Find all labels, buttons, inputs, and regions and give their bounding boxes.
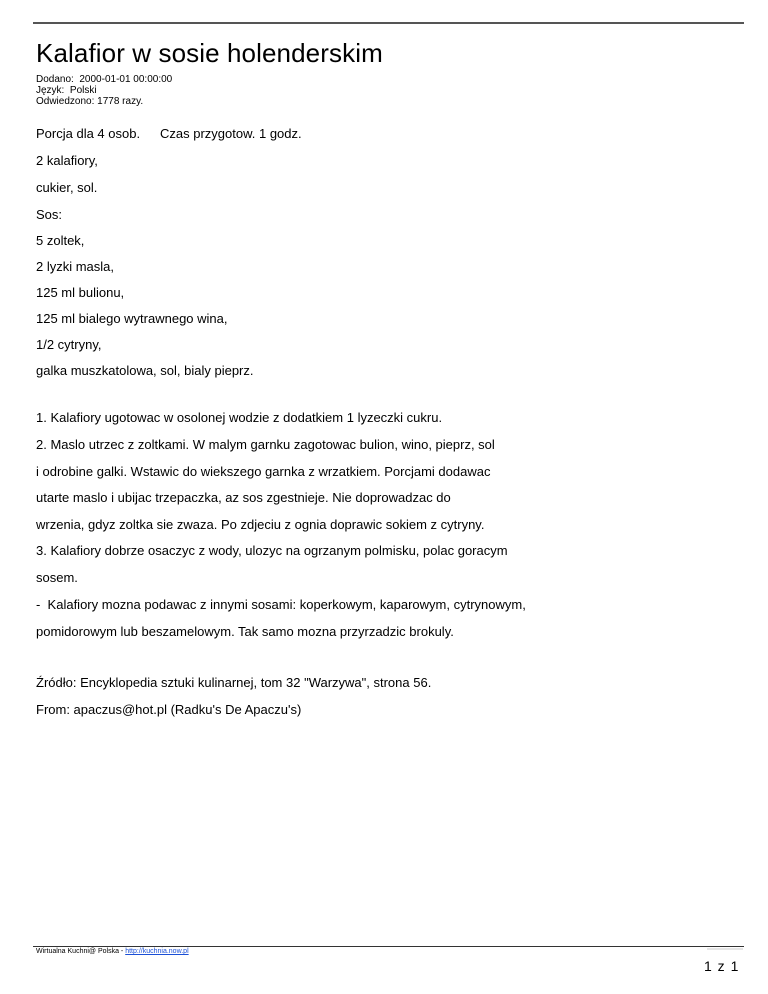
instruction-line: i odrobine galki. Wstawic do wiekszego garnka z wrzatkiem. Porcjami dodawac	[36, 464, 491, 479]
source-note: Źródło: Encyklopedia sztuki kulinarnej, tom 32 "Warzywa", strona 56.	[36, 675, 432, 690]
instruction-line: 2. Maslo utrzec z zoltkami. W malym garnku zagotowac bulion, wino, pieprz, sol	[36, 437, 495, 452]
recipe-meta	[36, 74, 172, 107]
bottom-divider	[33, 946, 744, 947]
instruction-line: utarte maslo i ubijac trzepaczka, az sos zgestnieje. Nie doprowadzac do	[36, 490, 451, 505]
ingredient-line: galka muszkatolowa, sol, bialy pieprz.	[36, 363, 254, 378]
footer-decoration	[707, 948, 743, 950]
prep-time: Czas przygotow. 1 godz.	[160, 126, 302, 141]
meta-language: Język: Polski	[36, 85, 97, 96]
instruction-line: 3. Kalafiory dobrze osaczyc z wody, ulozyc na ogrzanym polmisku, polac goracym	[36, 543, 508, 558]
author-note: From: apaczus@hot.pl (Radku's De Apaczu's)	[36, 702, 302, 717]
ingredient-line: 2 kalafiory,	[36, 153, 98, 168]
ingredient-line: cukier, sol.	[36, 180, 98, 195]
footer-site-label: Wirtualna Kuchni@ Polska -	[36, 948, 126, 955]
ingredient-line: Sos:	[36, 207, 63, 222]
ingredient-line: 5 zoltek,	[36, 233, 85, 248]
meta-added: Dodano: 2000-01-01 00:00:00	[36, 74, 173, 85]
instruction-line: sosem.	[36, 570, 78, 585]
page-number: 1 z 1	[704, 958, 740, 974]
meta-visited: Odwiedzono: 1778 razy.	[36, 96, 144, 107]
footer-site-link[interactable]: http://kuchnia.now.pl	[125, 948, 189, 955]
top-divider	[33, 22, 744, 24]
page-title: Kalafior w sosie holenderskim	[36, 38, 383, 68]
instruction-line: pomidorowym lub beszamelowym. Tak samo mozna przyrzadzic brokuly.	[36, 624, 454, 639]
ingredient-line: 125 ml bialego wytrawnego wina,	[36, 311, 228, 326]
instruction-line: 1. Kalafiory ugotowac w osolonej wodzie z dodatkiem 1 lyzeczki cukru.	[36, 410, 443, 425]
ingredient-line: 2 lyzki masla,	[36, 259, 115, 274]
ingredient-line: 1/2 cytryny,	[36, 337, 102, 352]
servings: Porcja dla 4 osob.	[36, 126, 141, 141]
instruction-line: wrzenia, gdyz zoltka sie zwaza. Po zdjeciu z ognia doprawic sokiem z cytryny.	[36, 517, 485, 532]
ingredient-line: 125 ml bulionu,	[36, 285, 125, 300]
instruction-line: - Kalafiory mozna podawac z innymi sosami: koperkowym, kaparowym, cytrynowym,	[36, 597, 526, 612]
footer	[36, 948, 189, 956]
